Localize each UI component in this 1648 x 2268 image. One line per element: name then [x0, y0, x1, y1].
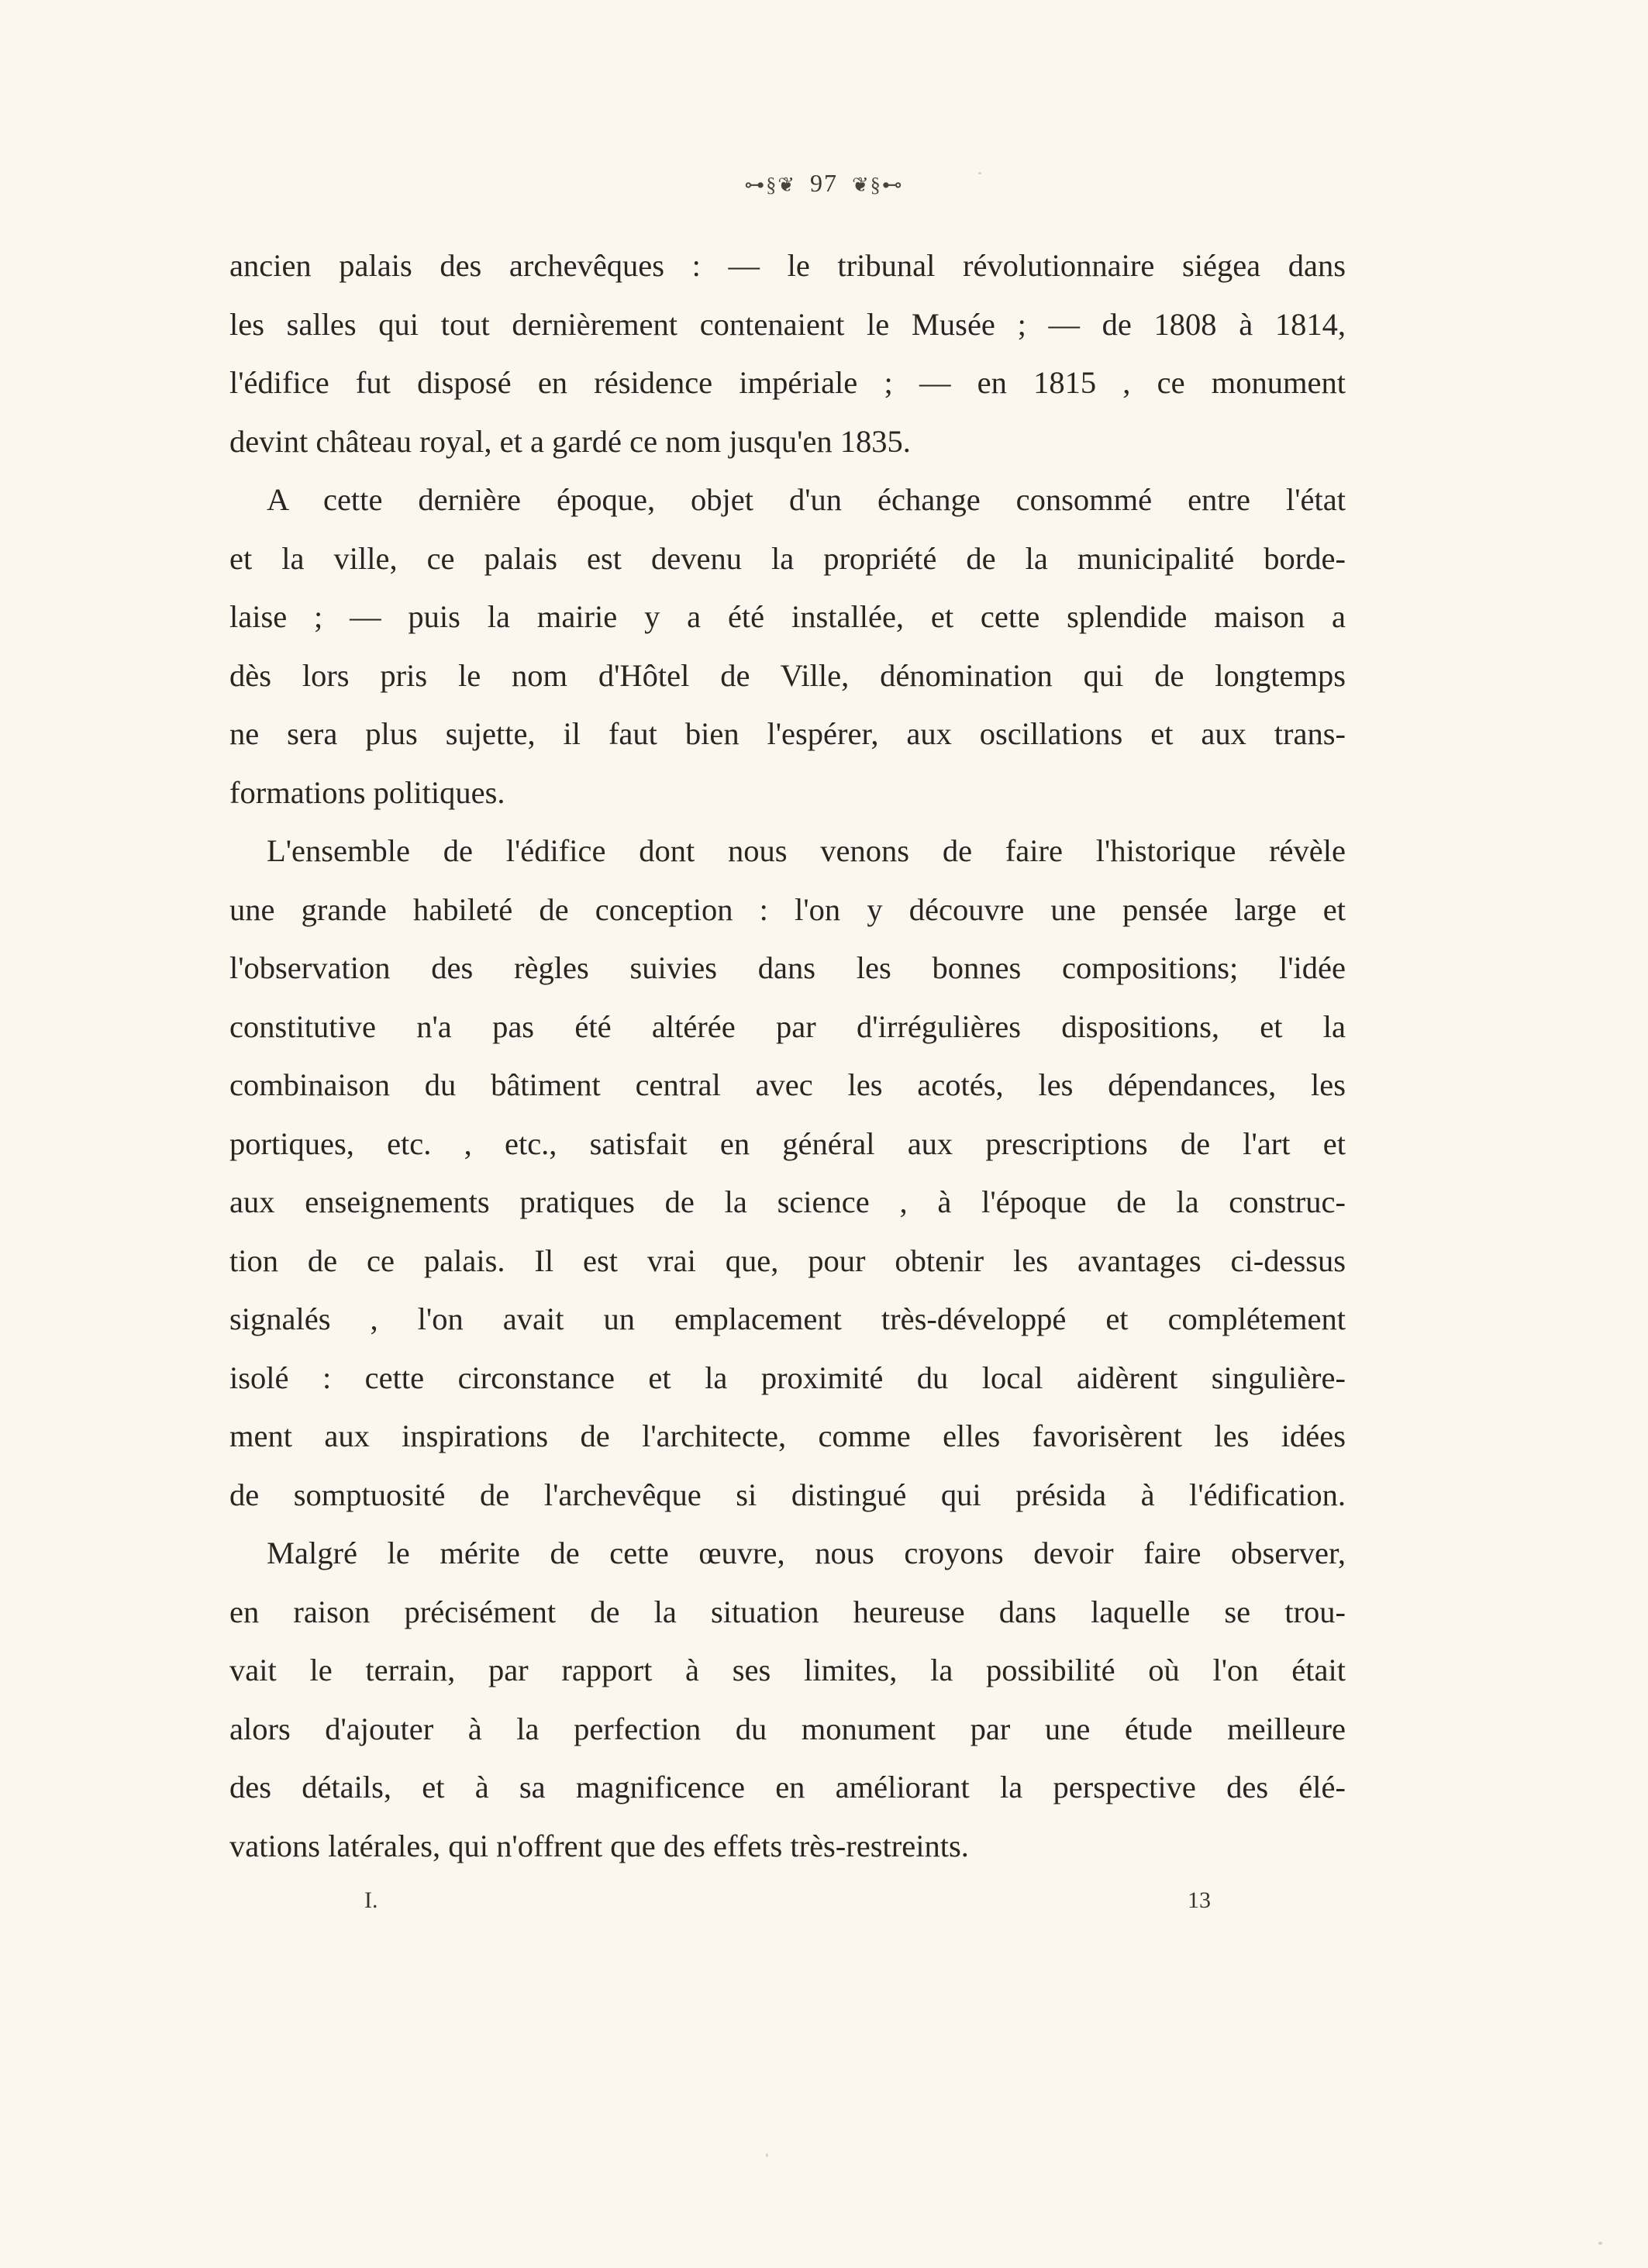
- text-line: et la ville, ce palais est devenu la propriété de la municipalité borde-: [229, 540, 1346, 576]
- ornament-right-icon: ❦§⊷: [852, 174, 904, 196]
- text-line: ne sera plus sujette, il faut bien l'espérer, aux oscillations et aux trans-: [229, 716, 1346, 751]
- text-line: vait le terrain, par rapport à ses limites, la possibilité où l'on était: [229, 1653, 1346, 1687]
- text-line: des détails, et à sa magnificence en améliorant la perspective des élé-: [229, 1770, 1346, 1804]
- paper-speck: [978, 172, 981, 174]
- text-line: les salles qui tout dernièrement contenaient le Musée ; — de 1808 à 1814,: [229, 306, 1346, 342]
- text-line: laise ; — puis la mairie y a été installée, et cette splendide maison a: [229, 599, 1346, 634]
- text-line: en raison précisément de la situation heureuse dans laquelle se trou-: [229, 1594, 1346, 1629]
- text-line: l'observation des règles suivies dans les bonnes compositions; l'idée: [229, 950, 1346, 985]
- text-line: ancien palais des archevêques : — le tribunal révolutionnaire siégea dans: [229, 248, 1346, 283]
- text-line: aux enseignements pratiques de la science , à l'époque de la construc-: [229, 1184, 1346, 1219]
- text-line: L'ensemble de l'édifice dont nous venons de faire l'historique révèle: [267, 833, 1346, 868]
- signature-mark-right: 13: [1188, 1887, 1211, 1913]
- text-line: l'édifice fut disposé en résidence impériale ; — en 1815 , ce monument: [229, 365, 1346, 400]
- signature-mark-left: I.: [364, 1887, 378, 1913]
- text-line: alors d'ajouter à la perfection du monument par une étude meilleure: [229, 1711, 1346, 1746]
- text-line: signalés , l'on avait un emplacement très-développé et complétement: [229, 1301, 1346, 1336]
- text-line: combinaison du bâtiment central avec les acotés, les dépendances, les: [229, 1067, 1346, 1102]
- body-text: [229, 236, 1346, 1875]
- text-line: isolé : cette circonstance et la proximité du local aidèrent singulière-: [229, 1360, 1346, 1395]
- ornament-left-icon: ⊶§❦: [744, 174, 796, 196]
- running-head: [0, 169, 1648, 198]
- text-line: Malgré le mérite de cette œuvre, nous croyons devoir faire observer,: [267, 1536, 1346, 1570]
- text-line: une grande habileté de conception : l'on y découvre une pensée large et: [229, 891, 1346, 927]
- text-line: ment aux inspirations de l'architecte, comme elles favorisèrent les idées: [229, 1418, 1346, 1453]
- paper-speck: [766, 2153, 768, 2157]
- paper-speck: [1598, 2242, 1602, 2245]
- text-line: devint château royal, et a gardé ce nom jusqu'en 1835.: [229, 423, 911, 459]
- text-line: portiques, etc. , etc., satisfait en général aux prescriptions de l'art et: [229, 1125, 1346, 1161]
- text-line: de somptuosité de l'archevêque si distingué qui présida à l'édification.: [229, 1477, 1346, 1512]
- text-line: vations latérales, qui n'offrent que des effets très-restreints.: [229, 1828, 969, 1863]
- text-line: tion de ce palais. Il est vrai que, pour obtenir les avantages ci-dessus: [229, 1243, 1346, 1278]
- text-line: formations politiques.: [229, 774, 505, 810]
- text-line: dès lors pris le nom d'Hôtel de Ville, dénomination qui de longtemps: [229, 657, 1346, 693]
- text-line: A cette dernière époque, objet d'un échange consommé entre l'état: [267, 482, 1346, 517]
- text-line: constitutive n'a pas été altérée par d'irrégulières dispositions, et la: [229, 1008, 1346, 1044]
- page-footer: [0, 1887, 1648, 1926]
- page-number: 97: [810, 169, 838, 197]
